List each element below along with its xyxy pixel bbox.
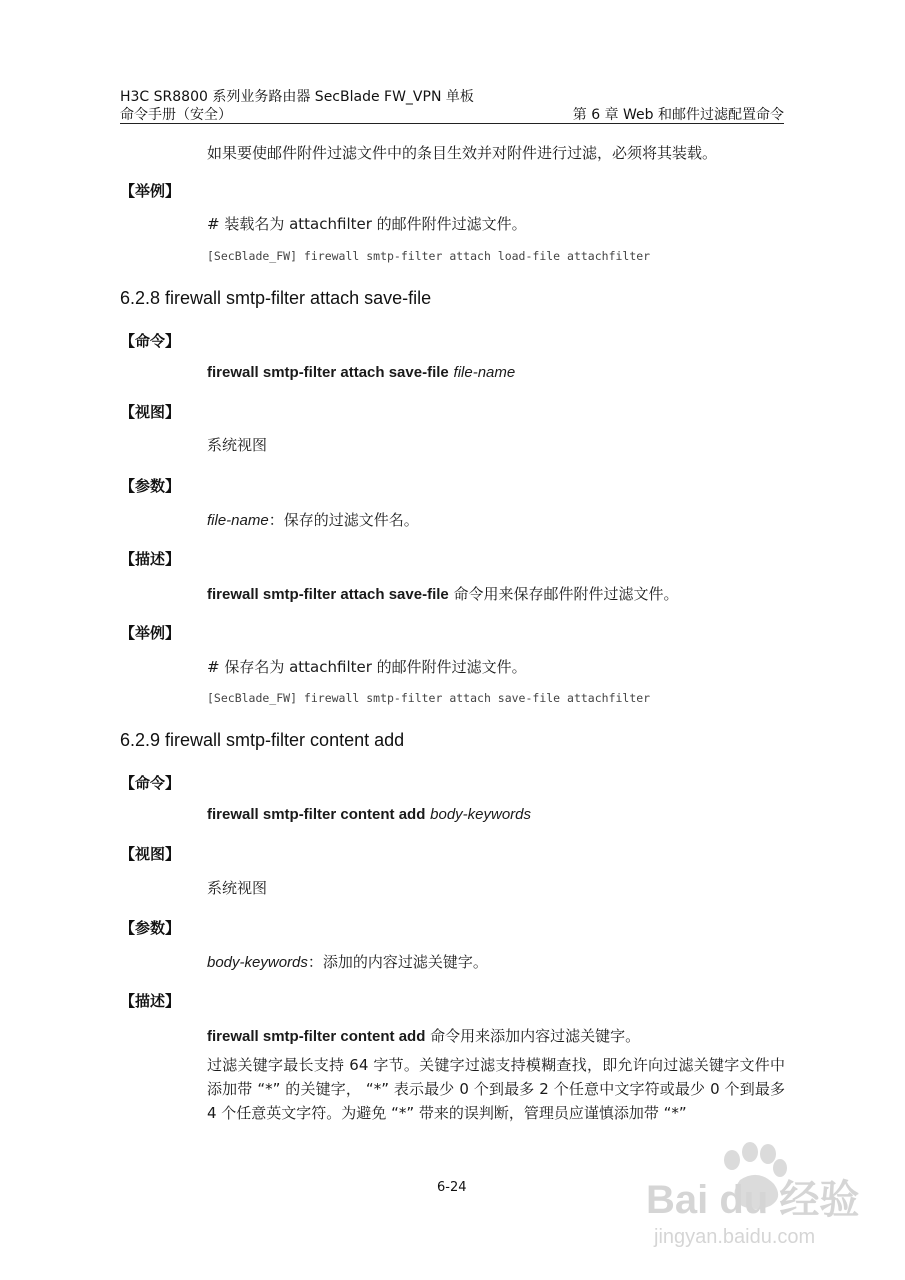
command-keyword: firewall smtp-filter attach save-file bbox=[207, 364, 449, 381]
param-label: 【参数】 bbox=[120, 919, 181, 937]
view-text: 系统视图 bbox=[207, 879, 268, 897]
desc-command: firewall smtp-filter content add bbox=[207, 1028, 426, 1045]
example-code: [SecBlade_FW] firewall smtp-filter attach load-file attachfilter bbox=[207, 249, 651, 263]
example-label: 【举例】 bbox=[120, 624, 181, 642]
desc-line bbox=[207, 583, 679, 604]
command-param: file-name bbox=[453, 364, 516, 381]
view-text: 系统视图 bbox=[207, 436, 268, 454]
desc-line bbox=[207, 1025, 640, 1046]
header-chapter: 第 6 章 Web 和邮件过滤配置命令 bbox=[572, 107, 784, 123]
watermark-brand: Bai du 经验 bbox=[646, 1178, 860, 1222]
view-label: 【视图】 bbox=[120, 845, 181, 863]
view-label: 【视图】 bbox=[120, 403, 181, 421]
example-comment: # 保存名为 attachfilter 的邮件附件过滤文件。 bbox=[207, 658, 527, 676]
desc-paragraph: 过滤关键字最长支持 64 字节。关键字过滤支持模糊查找，即允许向过滤关键字文件中添加带 “*” 的关键字， “*” 表示最少 0 个到最多 2 个任意中文字符或最少 0 个到最多 4 个任意英文字符。为避免 “*” 带来的误判断，管理员应谨慎添加带 “*” bbox=[207, 1056, 785, 1122]
command-label: 【命令】 bbox=[120, 774, 181, 792]
param-name: file-name bbox=[207, 512, 269, 529]
example-label: 【举例】 bbox=[120, 182, 181, 200]
command-label: 【命令】 bbox=[120, 332, 181, 350]
command-param: body-keywords bbox=[430, 806, 532, 823]
watermark-url: jingyan.baidu.com bbox=[654, 1226, 816, 1248]
command-syntax bbox=[207, 363, 515, 381]
baidu-watermark bbox=[640, 1140, 870, 1270]
command-keyword: firewall smtp-filter content add bbox=[207, 806, 426, 823]
section-title: 6.2.8 firewall smtp-filter attach save-file bbox=[120, 288, 432, 308]
param-line bbox=[207, 509, 419, 530]
desc-label: 【描述】 bbox=[120, 992, 181, 1010]
desc-text: 命令用来添加内容过滤关键字。 bbox=[425, 1027, 641, 1045]
header-rule bbox=[120, 123, 784, 124]
section-title: 6.2.9 firewall smtp-filter content add bbox=[120, 730, 405, 750]
header-subtitle: 命令手册（安全） bbox=[120, 107, 232, 123]
desc-command: firewall smtp-filter attach save-file bbox=[207, 586, 449, 603]
intro-text: 如果要使邮件附件过滤文件中的条目生效并对附件进行过滤，必须将其装载。 bbox=[207, 144, 718, 162]
param-desc: ：保存的过滤文件名。 bbox=[268, 511, 419, 529]
desc-text: 命令用来保存邮件附件过滤文件。 bbox=[448, 585, 679, 603]
header-title: H3C SR8800 系列业务路由器 SecBlade FW_VPN 单板 bbox=[120, 89, 474, 105]
example-comment: # 装载名为 attachfilter 的邮件附件过滤文件。 bbox=[207, 215, 527, 233]
param-line bbox=[207, 951, 488, 972]
example-code: [SecBlade_FW] firewall smtp-filter attach save-file attachfilter bbox=[207, 691, 651, 705]
param-name: body-keywords bbox=[207, 954, 308, 971]
param-label: 【参数】 bbox=[120, 477, 181, 495]
desc-label: 【描述】 bbox=[120, 550, 181, 568]
command-syntax bbox=[207, 805, 531, 823]
param-desc: ：添加的内容过滤关键字。 bbox=[307, 953, 488, 971]
page-number: 6-24 bbox=[437, 1180, 467, 1195]
